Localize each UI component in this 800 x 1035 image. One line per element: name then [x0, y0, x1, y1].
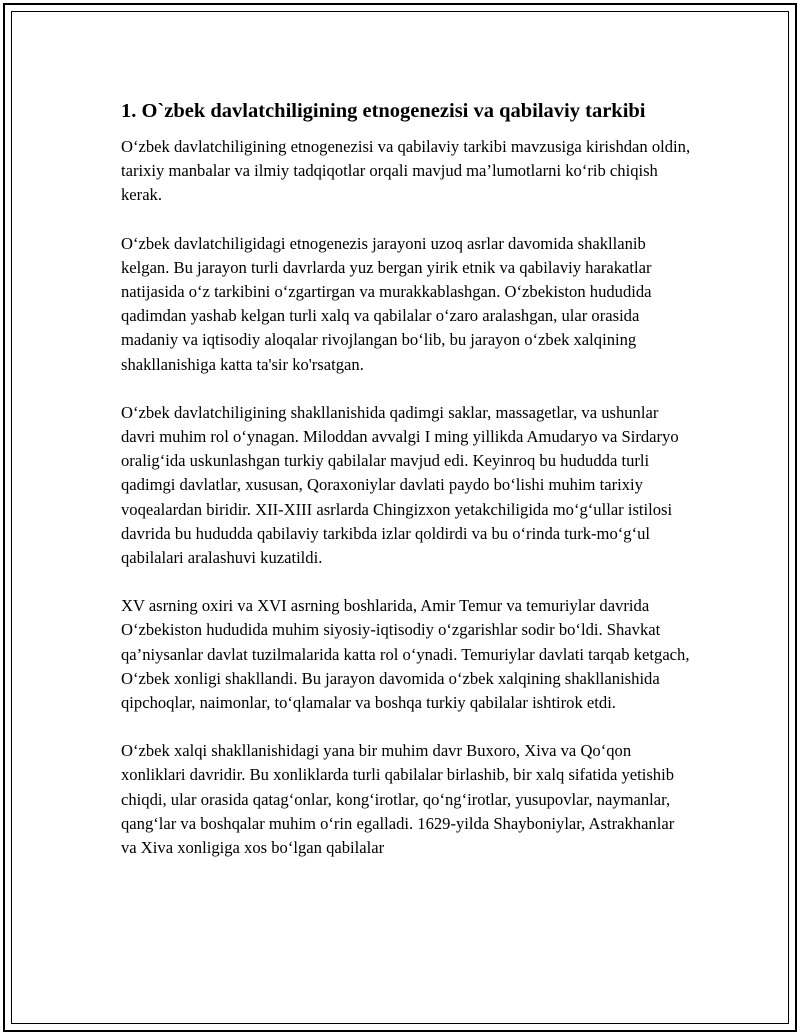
- document-page: [3, 3, 797, 1032]
- paragraph-1: O‘zbek davlatchiligining etnogenezisi va qabilaviy tarkibi mavzusiga kirishdan oldin, tarixiy manbalar va ilmiy tadqiqotlar orqali mavjud ma’lumotlarni ko‘rib chiqish kerak.: [121, 137, 691, 205]
- paragraph-2: O‘zbek davlatchiligidagi etnogenezis jarayoni uzoq asrlar davomida shakllanib kelgan. Bu jarayon turli davrlarda yuz bergan yirik etnik va qabilaviy harakatlar natijasida o‘z tarkibini o‘zgartirgan va murakkablashgan. O‘zbekiston hududida qadimdan yashab kelgan turli xalq va qabilalar o‘zaro aralashgan, ular orasida madaniy va iqtisodiy aloqalar rivojlangan bo‘lib, bu jarayon o‘zbek xalqining shakllanishiga katta ta'sir ko'rsatgan.: [121, 233, 652, 374]
- section-heading: 1. O`zbek davlatchiligining etnogenezisi va qabilaviy tarkibi: [121, 100, 646, 122]
- paragraph-5: O‘zbek xalqi shakllanishidagi yana bir muhim davr Buxoro, Xiva va Qo‘qon xonliklari davridir. Bu xonliklarda turli qabilalar birlashib, bir xalq sifatida yetishib chiqdi, ular orasida qatag‘onlar, kong‘irotlar, qo‘ng‘irotlar, yusupovlar, naymanlar, qang‘lar va boshqalar muhim o‘rin egalladi. 1629-yilda Shayboniylar, Astrakhanlar va Xiva xonligiga xos bo‘lgan qabilalar: [121, 741, 675, 858]
- paragraph-3: O‘zbek davlatchiligining shakllanishida qadimgi saklar, massagetlar, va ushunlar davri muhim rol o‘ynagan. Miloddan avvalgi I ming yillikda Amudaryo va Sirdaryo oralig‘ida uskunlashgan turkiy qabilalar mavjud edi. Keyinroq bu hududda turli qadimgi davlatlar, xususan, Qoraxoniylar davlati paydo bo‘lishi muhim tarixiy voqealardan biridir. XII-XIII asrlarda Chingizxon yetakchiligida mo‘g‘ullar istilosi davrida bu hududda qabilaviy tarkibda izlar qoldirdi va bu o‘rinda turk-mo‘g‘ul qabilalari aralashuvi kuzatildi.: [121, 402, 679, 568]
- page-content: [121, 97, 691, 884]
- paragraph-4: XV asrning oxiri va XVI asrning boshlarida, Amir Temur va temuriylar davrida O‘zbekiston hududida muhim siyosiy-iqtisodiy o‘zgarishlar sodir bo‘ldi. Shavkat qa’niysanlar davlat tuzilmalarida katta rol o‘ynadi. Temuriylar davlati tarqab ketgach, O‘zbek xonligi shakllandi. Bu jarayon davomida o‘zbek xalqining shakllanishida qipchoqlar, naimonlar, to‘qlamalar va boshqa turkiy qabilalar ishtirok etdi.: [121, 596, 690, 713]
